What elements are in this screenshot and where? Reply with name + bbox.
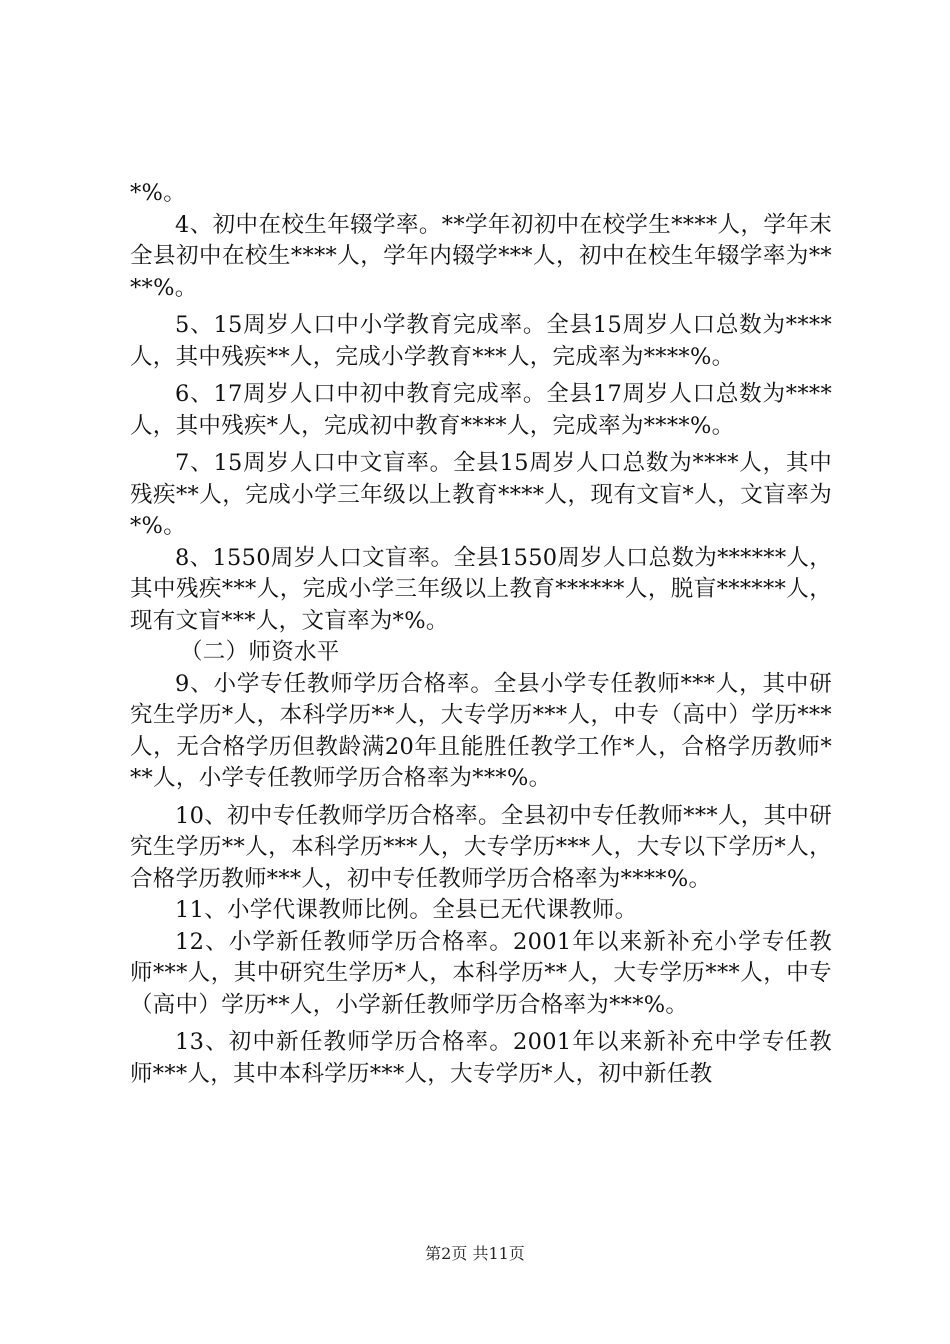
document-body	[130, 178, 832, 1090]
paragraph-item-8: 8、1550周岁人口文盲率。全县1550周岁人口总数为******人，其中残疾***人，完成小学三年级以上教育******人，脱盲******人，现有文盲***人，文盲率为*%。	[130, 544, 832, 634]
page-footer: 第2页 共11页	[425, 1244, 525, 1263]
paragraph-item-13: 13、初中新任教师学历合格率。2001年以来新补充中学专任教师***人，其中本科学历***人，大专学历*人，初中新任教	[130, 1029, 832, 1087]
paragraph-item-7: 7、15周岁人口中文盲率。全县15周岁人口总数为****人，其中残疾**人，完成小学三年级以上教育****人，现有文盲*人，文盲率为*%。	[130, 450, 832, 539]
paragraph-item-9: 9、小学专任教师学历合格率。全县小学专任教师***人，其中研究生学历*人，本科学历**人，大专学历***人，中专（高中）学历***人，无合格学历但教龄满20年且能胜任教学工作*人，合格学历教师***人，小学专任教师学历合格率为***%。	[130, 670, 832, 791]
paragraph-item-10: 10、初中专任教师学历合格率。全县初中专任教师***人，其中研究生学历**人，本科学历***人，大专学历***人，大专以下学历*人，合格学历教师***人，初中专任教师学历合格率为****%。	[130, 802, 832, 892]
paragraph-item-11: 11、小学代课教师比例。全县已无代课教师。	[175, 897, 638, 923]
paragraph-item-4: 4、初中在校生年辍学率。**学年初初中在校学生****人，学年末全县初中在校生****人，学年内辍学***人，初中在校生年辍学率为****%。	[130, 211, 832, 301]
section-heading-teachers: （二）师资水平	[180, 639, 340, 665]
paragraph-item-6: 6、17周岁人口中初中教育完成率。全县17周岁人口总数为****人，其中残疾*人，完成初中教育****人，完成率为****%。	[130, 381, 832, 439]
paragraph-item-12: 12、小学新任教师学历合格率。2001年以来新补充小学专任教师***人，其中研究生学历*人，本科学历**人，大专学历***人，中专（高中）学历**人，小学新任教师学历合格率为***%。	[130, 928, 832, 1018]
paragraph-continuation: *%。	[130, 180, 187, 206]
paragraph-item-5: 5、15周岁人口中小学教育完成率。全县15周岁人口总数为****人，其中残疾**人，完成小学教育***人，完成率为****%。	[130, 312, 832, 370]
